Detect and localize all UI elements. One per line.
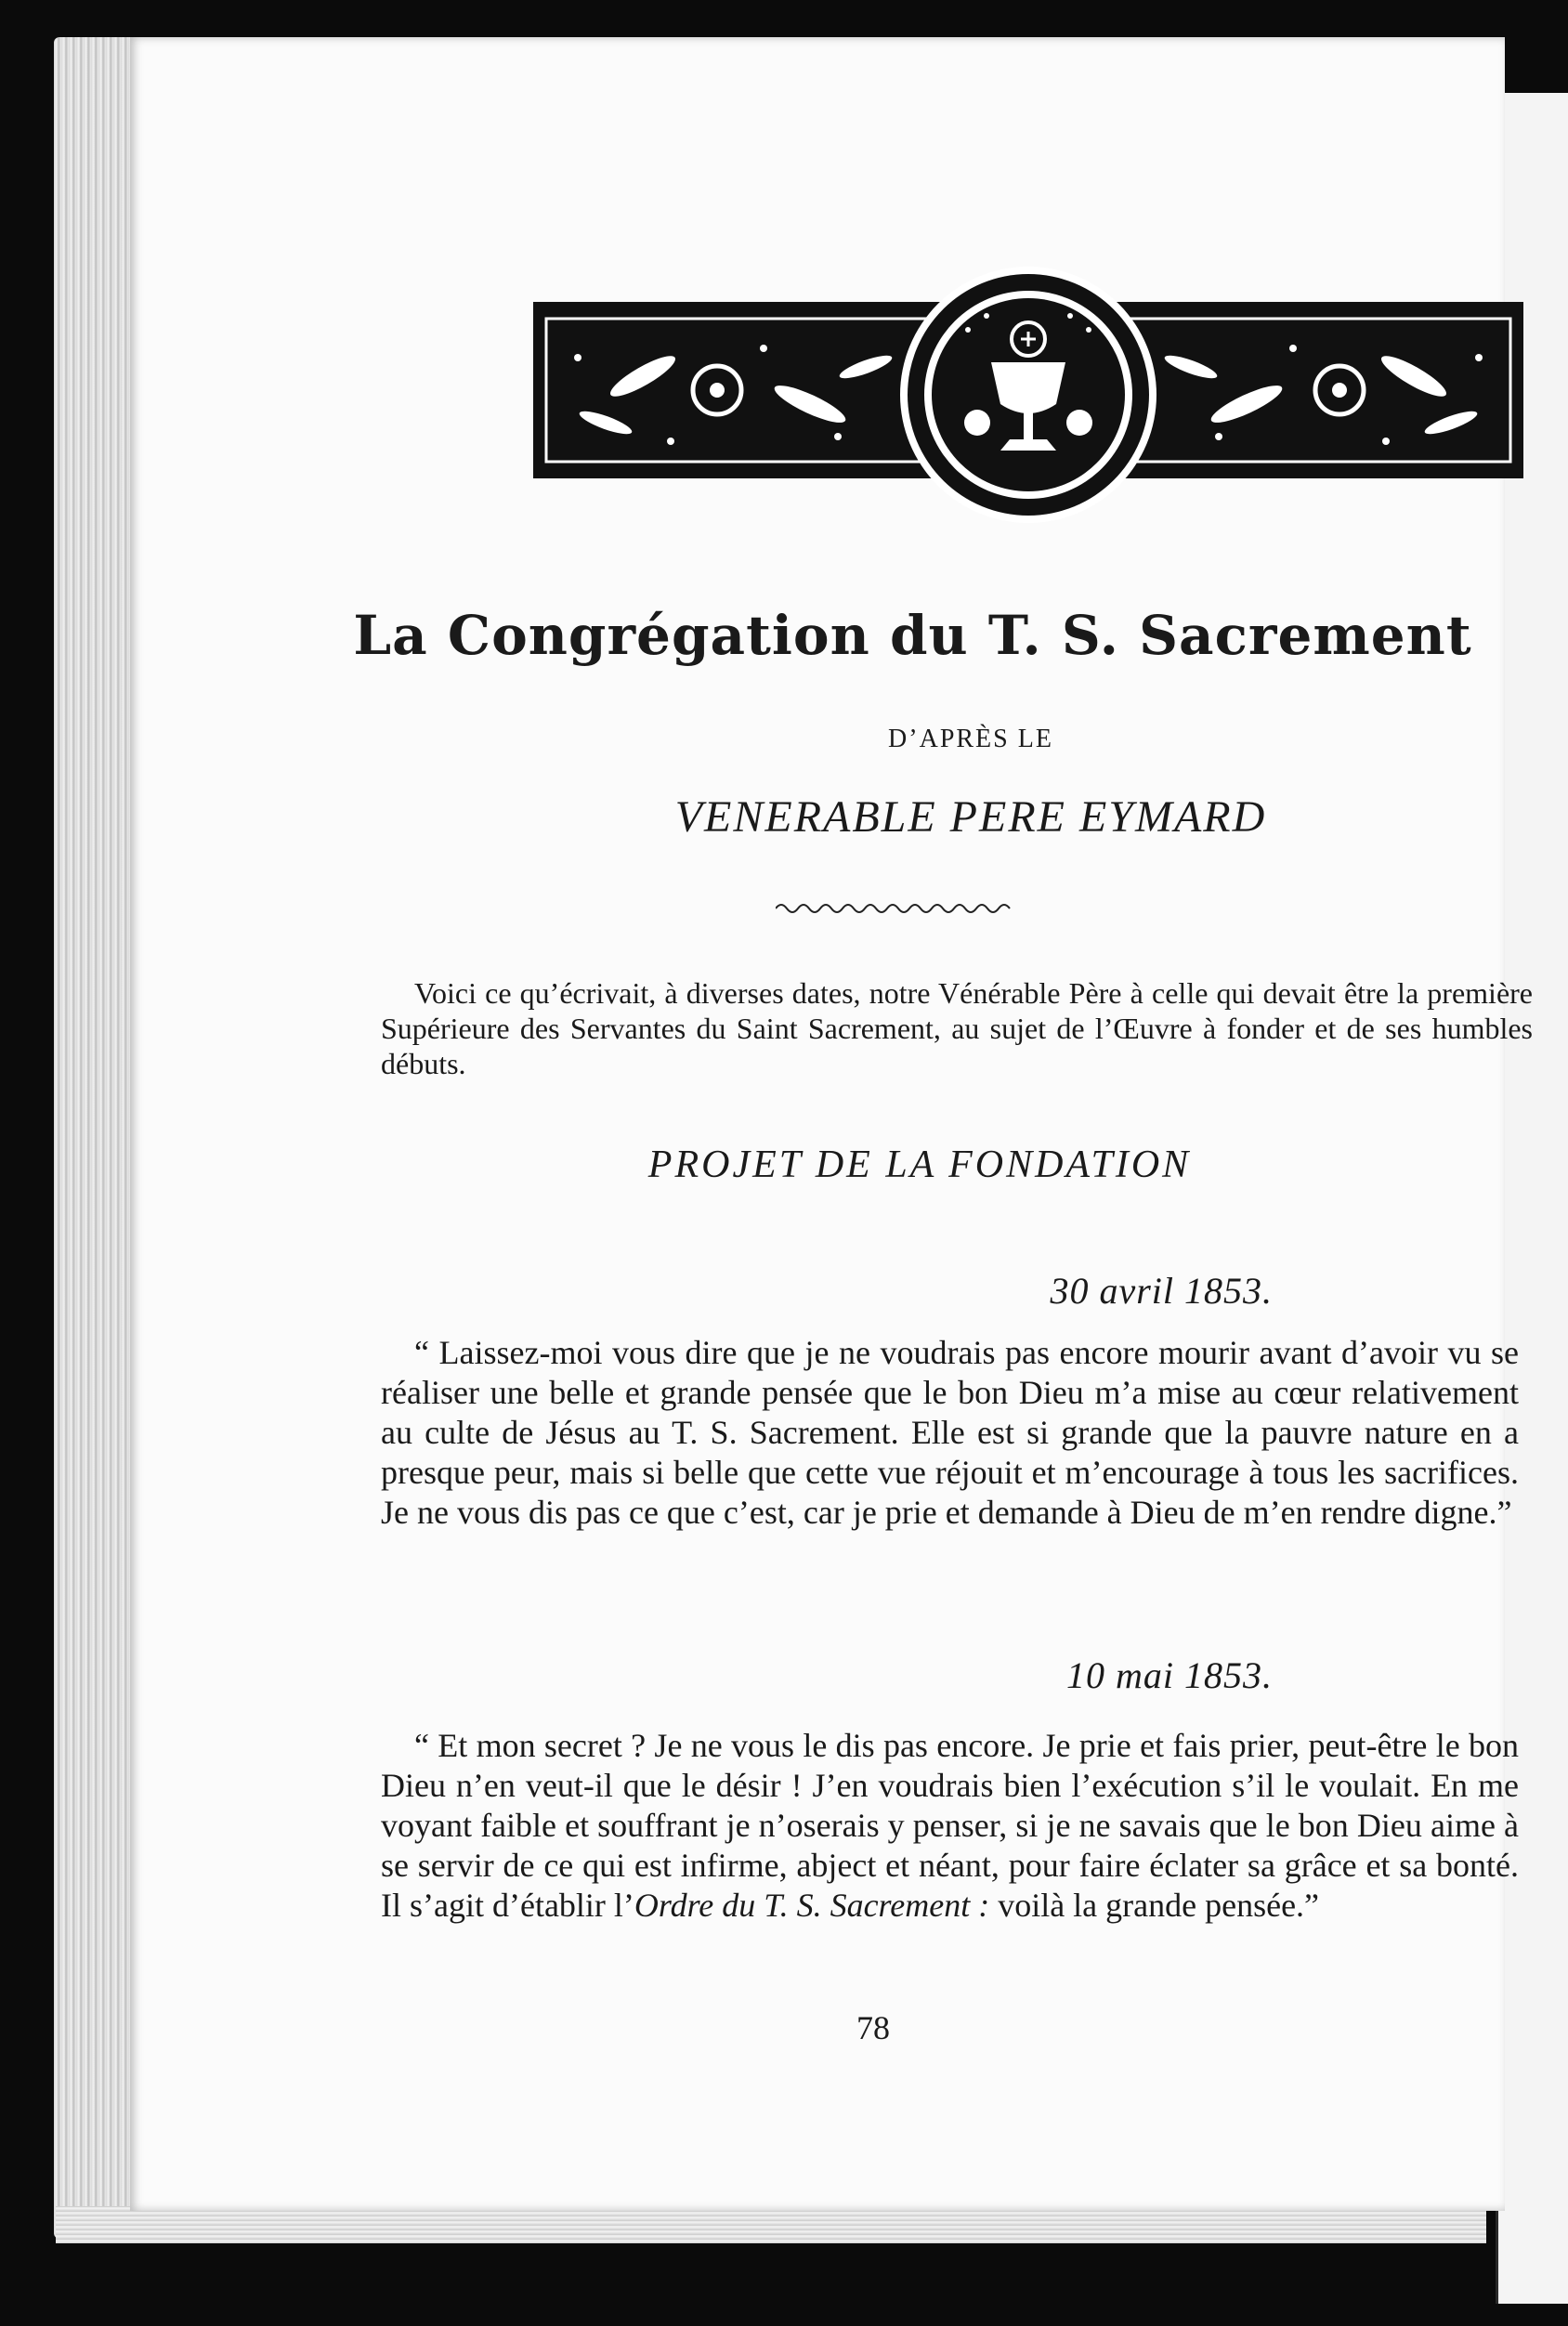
entry-text-italic: Ordre du T. S. Sacrement : xyxy=(634,1887,990,1924)
book-page xyxy=(130,37,1533,2211)
entry-paragraph xyxy=(381,1333,1519,1533)
decorative-squiggle-divider xyxy=(776,899,1017,918)
entry-date: 10 mai 1853. xyxy=(1066,1654,1273,1696)
subtitle-author: VENERABLE PERE EYMARD xyxy=(674,792,1267,842)
entry-text-part: voilà la grande pensée.” xyxy=(989,1887,1320,1924)
entry-text-part: “ Et mon secret ? Je ne vous le dis pas encore. Je prie et fais prier, peut-être le bon Dieu n’en veut-il que le désir ! J’en voudrais bien l’exécution s’il le voulait. En me voyant faible et souffrant je n’oserais y penser, si je ne savais que le bon Dieu aime à se servir de ce qui est infirme, abject et néant, pour faire éclater sa grâce et sa bonté. Il s’agit d’établir l’ xyxy=(381,1727,1519,1924)
page-title xyxy=(130,604,1505,667)
intro-paragraph xyxy=(381,975,1533,1081)
intro-text: Voici ce qu’écrivait, à diverses dates, notre Vénérable Père à celle qui devait être la première Supérieure des Servantes du Saint Sacrement, au sujet de l’Œuvre à fonder et de ses humbles débuts. xyxy=(381,976,1533,1080)
book-bottom-edges xyxy=(56,2206,1486,2243)
page-number: 78 xyxy=(856,2009,890,2046)
entry-text xyxy=(381,1726,1519,1926)
subtitle-small: D’APRÈS LE xyxy=(888,725,1053,753)
section-heading: PROJET DE LA FONDATION xyxy=(647,1143,1192,1186)
book-page-edges xyxy=(54,37,137,2239)
floral-band-ornament xyxy=(531,265,1525,525)
entry-text: “ Laissez-moi vous dire que je ne voudrais pas encore mourir avant d’avoir vu se réaliser une belle et grande pensée que le bon Dieu m’a mise au cœur relativement au culte de Jésus au T. S. Sacrement. Elle est si grande que la pauvre nature en a presque peur, mais si belle que cette vue réjouit et m’encourage à tous les sacrifices. Je ne vous dis pas ce que c’est, car je prie et demande à Dieu de m’en rendre digne.” xyxy=(381,1334,1519,1531)
ornament-header xyxy=(531,265,1525,525)
entry-date: 30 avril 1853. xyxy=(1050,1270,1273,1312)
page-title-text: La Congrégation du T. S. Sacrement xyxy=(353,604,1472,667)
entry-paragraph xyxy=(381,1726,1519,1926)
